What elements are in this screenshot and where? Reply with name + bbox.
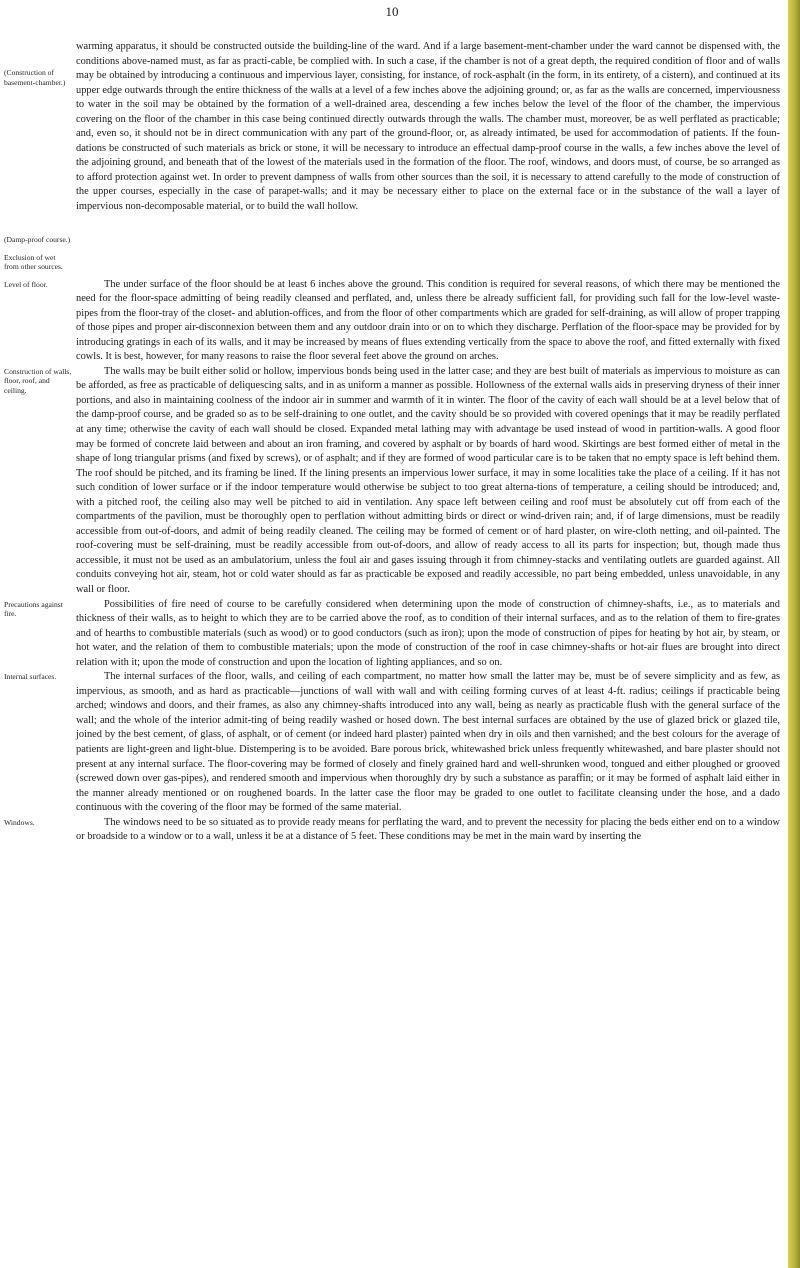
margin-note: (Construction of basement-chamber.) — [4, 68, 66, 87]
margin-notes — [4, 365, 76, 402]
margin-notes — [4, 40, 76, 278]
paragraph-text: warming apparatus, it should be constructed outside the building-line of the ward. And if a large basement-ment-chamber under the ward cannot be dispensed with, the conditions above-named must, as far as practi-cable, be complied with. In such a case, if the chamber is not of a great depth, the required condition of floor and of walls may be obtained by introducing a continuous and impervious layer, consisting, for instance, of rock-asphalt (in the form, in its entirety, of a cistern), and continued at its upper edge outwards through the entire thickness of the walls at a level of a few inches above the adjoining ground; or, as far as the walls are concerned, imperviousness to water in the soil may be obtained by the formation of a well-drained area, descending a few inches below the level of the floor of the chamber, the impervious covering on the floor of the chamber in this case being continued directly outwards through the walls. The chamber must, moreover, be as well perflated as practicable; and, even so, it should not be in direct communication with any part of the ground-floor, or, as already intimated, be used for accommodation of patients. If the foun-dations be constructed of such materials as brick or stone, it will be necessary to introduce an effectual damp-proof course in the walls, a few inches above the level of the adjoining ground, and beneath that of the lowest of the materials used in the formation of the floor. The roof, windows, and doors must, of course, be so arranged as to afford protection against wet. In order to prevent dampness of walls from other sources than the soil, it is necessary to attend carefully to the mode of construction of the upper courses, especially in the case of parapet-walls; and it may be necessary either to place on the external face or in the substance of the wall a layer of impervious non-decomposable material, or to build the wall hollow. — [76, 41, 780, 213]
paragraph — [4, 365, 780, 598]
margin-note: Precautions against fire. — [4, 599, 63, 619]
page-edge — [788, 0, 800, 1268]
paragraph — [4, 598, 780, 671]
margin-note: Exclusion of wet from other sources. — [4, 252, 63, 271]
paragraph-text: The internal surfaces of the floor, walls, and ceiling of each compartment, no matter how small the latter may be, must be of severe simplicity and as few, as impervious, as smooth, and as hard as practicable—junctions of wall with wall and with ceiling forming curves of at least 4-ft. radius; ceilings if practicable being arched; windows and doors, and their frames, as also any chimney-shafts introduced into any wall, being as nearly as practicable flush with the general surface of the wall; and the whole of the interior admit-ting of being readily washed or hosed down. The best internal surfaces are obtained by the use of glazed brick or glazed tile, joined by the best cement, of glass, of asphalt, or of cement (or indeed hard plaster) painted when dry in oils and then varnished; and the best colours for the average of patients are light-green and light-blue. Distempering is to be avoided. Bare porous brick, whitewashed brick unless frequently whitewashed, and bare plaster should not present at any internal surface. The floor-covering may be formed of closely and finely grained hard and well-shrunken wood, tongued and either ploughed or grooved (screwed down over gas-pipes), and rendered smooth and impervious when thoroughly dry by such a substance as paraffin; or it may be formed of asphalt laid either in the manner already mentioned or on roughened boards. In the latter case the floor may be graded to one outlet to facilitate cleansing under the hose, and a dado continuous with the covering of the floor may be formed of the same material. — [76, 671, 780, 814]
paragraph — [4, 40, 780, 278]
paragraph-text: The under surface of the floor should be at least 6 inches above the ground. This condition is required for several reasons, of which there may be mentioned the need for the floor-space admitting of being readily cleansed and perflated, and, unless there be already sufficient fall, for providing such fall for the low-level waste-pipes from the floor-tray of the closet- and ablution-offices, and from the floor of other compartments which are graded for self-draining, as will allow of proper trapping of those pipes and proper air-disconnexion between them and any outdoor drain into or on to which they discharge. Perflation of the floor-space may be provided for by introducing gratings in each of its walls, and it may be increased by means of flues extending vertically from the space to above the roof, and fitted externally with fixed cowls. It is best, however, for many reasons to raise the floor several feet above the ground on arches. — [76, 278, 780, 363]
margin-note: Internal surfaces. — [4, 672, 57, 682]
paragraph-text: The windows need to be so situated as to provide ready means for perflating the ward, and to prevent the necessity for placing the beds either end on to a window or broadside to a window or to a wall, unless it be at a distance of 5 feet. These conditions may be met in the main ward by inserting the — [76, 816, 780, 843]
margin-note: Construction of walls, floor, roof, and ceiling. — [4, 366, 72, 395]
margin-notes — [4, 278, 76, 296]
paragraph-text: Possibilities of fire need of course to be carefully considered when determining upon the mode of construction of chimney-shafts, i.e., as to materials and thickness of their walls, as to height to which they are to be carried above the roof, as to condition of their internal surfaces, and as to the relation of them to fire-grates and of hearths to combustible materials (such as wood) or to good conductors (such as iron); upon the mode of construction of pipes for heating by hot air, by steam, or hot water, and the relation of them to combustible materials; upon the mode of construction of the roof in case chimney-shafts or hot-air flues are brought into direct relation with it; upon the mode of construction and upon the location of lighting appliances, and so on. — [76, 598, 780, 668]
paragraph — [4, 278, 780, 365]
margin-note: Windows. — [4, 817, 35, 827]
margin-note: Level of floor. — [4, 279, 48, 289]
paragraph — [4, 670, 780, 815]
margin-notes — [4, 670, 76, 688]
paragraph — [4, 816, 780, 845]
margin-notes — [4, 816, 76, 834]
page-number: 10 — [385, 4, 399, 19]
paragraph-text: The walls may be built either solid or hollow, impervious bonds being used in the latter case; and they are best built of materials as impervious to moisture as can be afforded, as free as practicable of deliquescing salts, and in as uniform a manner as possible. Hollowness of the external walls aids in preserving dryness of their inner portions, and also in maintaining coolness of the indoor air in summer and warmth of it in winter. The floor of the cavity of each wall should be at a level below that of the damp-proof course, and be graded so as to be self-draining to one outlet, and the cavity should be so provided with covered openings that it may be readily perflated at any time; otherwise the cavity of each wall should be closed. Expanded metal lathing may with advantage be used instead of wood in partition-walls. A good floor may be formed of concrete laid between and about an iron framing, and covered by asphalt or by boards of hard wood. Skirtings are best formed either of metal in the shape of long triangular prisms (and fixed by screws), or of asphalt; and if they are formed of wood particular care is to be taken that no empty space is left behind them. The roof should be pitched, and its framing be lined. If the lining presents an impervious lower surface, it may in some localities take the place of a ceiling. If it has not such condition of lower surface or if the indoor temperature would otherwise be subject to too great alterna-tions of temperature, a ceiling should be introduced; and, with a pitched roof, the ceiling also may well be pitched to aid in ventilation. Any space left between ceiling and roof must be absolutely cut off from each of the compartments of the pavilion, must be thoroughly open to perflation without admitting birds or direct or wind-driven rain; and, if of large dimensions, must be readily accessible from out-of-doors, and admit of being readily cleaned. The ceiling may be formed of cement or of hard plaster, on wire-cloth netting, and oil-painted. The roof-covering must be self-draining, must be readily accessible from out-of-doors, and allow of ready access to all its parts for inspection; but, though made thus accessible, it must not be used as an ambulatorium, unless the foul air and gases issuing through it from chimney-stacks and ventilating outlets are guarded against. All conduits conveying hot air, steam, hot or cold water should as far as practicable be exposed and readily accessible, no part being embedded, unless unavoidable, in any wall or floor. — [76, 365, 780, 595]
margin-note: (Damp-proof course.) — [4, 235, 71, 244]
margin-notes — [4, 598, 76, 625]
